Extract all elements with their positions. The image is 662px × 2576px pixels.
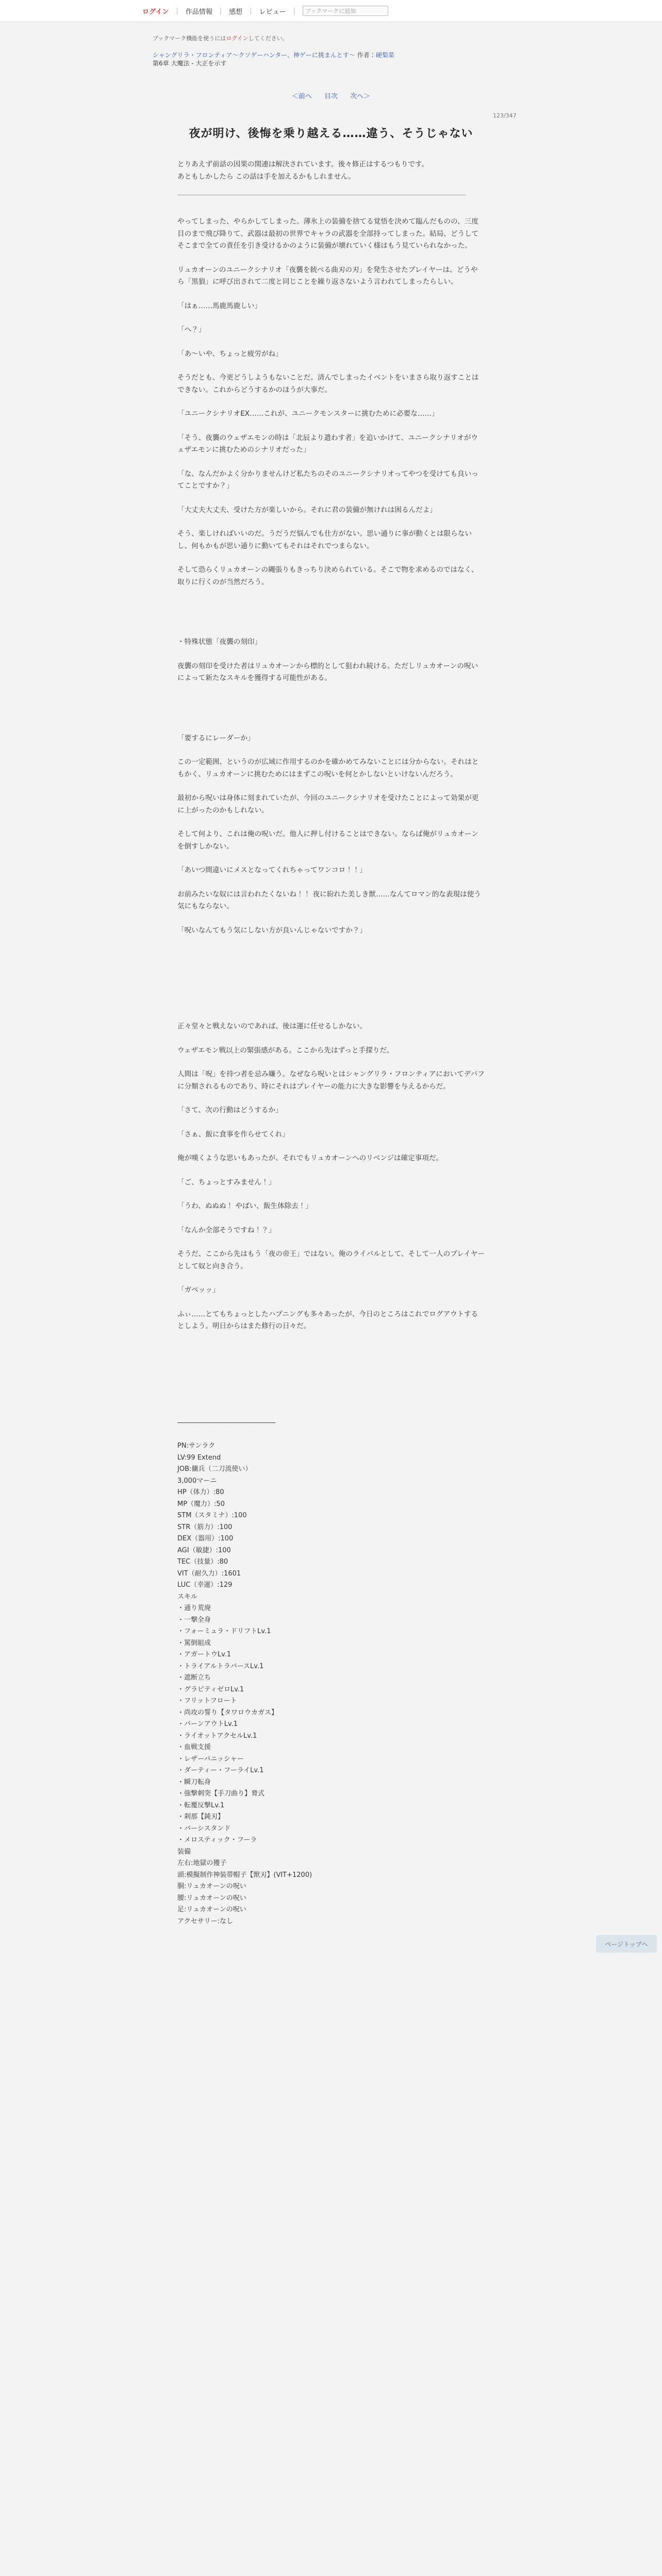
status-line: ・バーシスタンド: [177, 1824, 231, 1833]
paragraph: 「はぁ……馬鹿馬鹿しい」: [177, 301, 262, 310]
status-line: 足:リュカオーンの呪い: [177, 1906, 246, 1913]
status-divider: ――――――――――――――: [177, 1418, 276, 1427]
series-title-link[interactable]: シャングリラ・フロンティア〜クソゲーハンター、神ゲーに挑まんとす〜: [153, 52, 355, 59]
paragraph: お前みたいな奴には言われたくないね！！ 夜に紛れた美しき獣……なんてロマン的な表現は使う気にもならない。: [177, 890, 481, 910]
status-line: ・刹那【鈍刃】: [177, 1813, 225, 1821]
paragraph: 人間は「呪」を持つ者を忌み嫌う。なぜなら呪いとはシャングリラ・フロンティアにおいてデバフに分類されるものであり、時にそれはプレイヤーの能力に大きな影響を与えるからだ。: [177, 1070, 485, 1091]
episode-number: 123/347: [493, 112, 517, 119]
paragraph: 「要するにレーダーか」: [177, 734, 255, 742]
status-line: ・尚攻の誓り【タワロウカガス】: [177, 1708, 278, 1717]
status-line: PN:サンラク: [177, 1442, 216, 1450]
paragraph: 「呪いなんてもう気にしない方が良いんじゃないですか？」: [177, 926, 367, 935]
status-line: スキル: [177, 1592, 197, 1601]
status-line: VIT（耐久力）:1601: [177, 1569, 241, 1578]
nav-item-review[interactable]: レビュー: [259, 8, 286, 16]
login-link[interactable]: ログイン: [142, 8, 169, 16]
status-line: ・遮断立ち: [177, 1674, 211, 1682]
status-line: ・フリットフロート: [177, 1697, 237, 1705]
paragraph: 正々堂々と戦えないのであれば、後は運に任せるしかない。: [177, 1022, 367, 1030]
paragraph: 「そう、夜襲のウェザエモンの時は「北辰より遣わす者」を追いかけて、ユニークシナリオがウェザエモンに挑むためのシナリオだった」: [177, 433, 478, 454]
status-line: HP（体力）:80: [177, 1488, 224, 1496]
author-link[interactable]: 硬梨菜: [375, 52, 394, 59]
author-foreword: とりあえず前話の因果の関連は解決されています。後々修正はするつもりです。 あともしかしたら この話は手を加えるかもしれません。: [177, 160, 429, 181]
novel-body: [177, 159, 485, 1927]
paragraph: そう、楽しければいいのだ。うだうだ悩んでも仕方がない。思い通りに事が動くとは限らないし、何もかもが思い通りに動いてもそれはそれでつまらない。: [177, 530, 472, 550]
status-line: ・瞬刀転身: [177, 1778, 211, 1786]
paragraph: ふぃ……とてもちょっとしたハプニングも多々あったが、今日のところはこれでログアウトするとしよう。明日からはまた修行の日々だ。: [177, 1310, 478, 1330]
status-line: ・ライオットアクセルLv.1: [177, 1732, 257, 1740]
paragraph: 夜襲の刻印を受けた者はリュカオーンから標的として狙われ続ける。ただしリュカオーンの呪いによって新たなスキルを獲得する可能性がある。: [177, 662, 478, 682]
status-line: ・罵倒組成: [177, 1639, 211, 1647]
status-line: ・一撃全身: [177, 1616, 211, 1624]
status-line: 左右:地獄の獲子: [177, 1859, 227, 1867]
status-line: AGI（敏捷）:100: [177, 1546, 231, 1554]
status-line: ・転覆反撃Lv.1: [177, 1801, 225, 1809]
paragraph: ウェザエモン戦以上の緊張感がある。ここから先はずっと手探りだ。: [177, 1046, 394, 1055]
next-link[interactable]: 次へ＞: [350, 93, 371, 100]
paragraph: 「うわ、ぬぬぬ！ やばい、飯生体除去！」: [177, 1202, 313, 1210]
nav-separator: |: [219, 7, 222, 15]
paragraph: 「さて、次の行動はどうするか」: [177, 1106, 283, 1114]
chapter-subtitle: 第6章 大魔法 - 大正を示す: [153, 60, 227, 67]
status-line: ・通り荒廃: [177, 1604, 211, 1612]
paragraph: 「大丈夫大丈夫、受けた方が楽しいから。それに君の装備が無けれは困るんだよ」: [177, 505, 437, 514]
paragraph: 「な、なんだかよく分かりませんけど私たちのそのユニークシナリオってやつを受けても良いってことですか？」: [177, 469, 478, 490]
status-line: JOB:傭兵（二刀流使い）: [177, 1465, 252, 1473]
top-nav-bar: [0, 0, 662, 22]
status-line: ・血戦支援: [177, 1743, 211, 1751]
paragraph: そして何より、これは俺の呪いだ。他人に押し付けることはできない。ならば俺がリュカオーンを倒すしかない。: [177, 830, 478, 851]
paragraph: 「ご、ちょっとすみません！」: [177, 1178, 276, 1187]
status-line: 頭:模擬制作神装帯帽子【獣刃】(VIT+1200): [177, 1871, 312, 1879]
paragraph: 「さぁ、飯に食事を作らせてくれ」: [177, 1130, 290, 1139]
paragraph: 「ユニークシナリオEX……これが、ユニークモンスターに挑むために必要な……」: [177, 410, 439, 418]
status-line: 腰:リュカオーンの呪い: [177, 1894, 246, 1902]
status-line: ・トライアルトラバースLv.1: [177, 1662, 264, 1670]
paragraph: 「あいつ間違いにメスとなってくれちゃってワンコロ！！」: [177, 866, 367, 874]
episode-title: 夜が明け、後悔を乗り越える……違う、そうじゃない: [189, 127, 473, 140]
paragraph: 「へ？」: [177, 326, 206, 334]
paragraph: 「なんか全部そうですね！？」: [177, 1226, 276, 1234]
bookmark-add-box[interactable]: ブックマークに追加: [303, 6, 388, 16]
paragraph: ・特殊状態「夜襲の刻印」: [177, 638, 262, 646]
pager-top: [0, 91, 662, 100]
series-title-line: シャングリラ・フロンティア〜クソゲーハンター、神ゲーに挑まんとす〜 作者：硬梨菜: [153, 52, 394, 59]
status-line: ・アガートウLv.1: [177, 1651, 231, 1658]
paragraph: 「ガベッッ」: [177, 1286, 220, 1294]
status-line: 装備: [177, 1848, 191, 1856]
status-line: ・グラビティゼロLv.1: [177, 1685, 244, 1693]
status-line: LUC（幸運）:129: [177, 1581, 233, 1589]
status-line: STM（スタミナ）:100: [177, 1512, 247, 1519]
nav-item-impressions[interactable]: 感想: [229, 8, 243, 16]
toc-link[interactable]: 目次: [324, 93, 338, 100]
status-block: [177, 1440, 485, 1927]
nav-item-work-info[interactable]: 作品情報: [185, 8, 212, 16]
nav-separator: |: [293, 7, 295, 15]
status-line: TEC（技量）:80: [177, 1558, 228, 1566]
prev-link[interactable]: ＜前へ: [291, 93, 312, 100]
status-line: MP（魔力）:50: [177, 1500, 225, 1508]
paragraph: この一定範囲、というのが広域に作用するのかを確かめてみないことには分からない。それはともかく、リュカオーンに挑むためにはまずこの呪いを何とかしないといけないんだろう。: [177, 758, 479, 778]
status-line: 3,000マーニ: [177, 1477, 217, 1485]
paragraph: 「あ～いや、ちょっと疲労がね」: [177, 349, 283, 358]
page-top-button[interactable]: ページトップへ: [596, 1935, 657, 1953]
paragraph: 俺が嘆くような思いもあったが、それでもリュカオーンへのリベンジは確定事項だ。: [177, 1154, 443, 1162]
status-line: ・強撃刺突【手刀曲り】脅式: [177, 1790, 265, 1798]
paragraph: 最初から呪いは身体に刻まれていたが、今回のユニークシナリオを受けたことによって効果が更に上がったのかもしれない。: [177, 794, 479, 815]
paragraph: そして恐らくリュカオーンの縄張りもきっちり決められている。そこで物を求めるのではなく、取りに行くのが当然だろう。: [177, 566, 478, 586]
status-line: 胴:リュカオーンの呪い: [177, 1883, 246, 1890]
status-line: アクセサリー:なし: [177, 1917, 233, 1925]
notice-login-link[interactable]: ログイン: [226, 35, 249, 42]
status-line: ・レザーパニッシャー: [177, 1755, 244, 1763]
status-line: ・フォーミュラ・ドリフトLv.1: [177, 1628, 271, 1635]
paragraph: そうだとも、今更どうしようもないことだ。済んでしまったイベントをいまさら取り返すことはできない。これからどうするかのほうが大事だ。: [177, 374, 479, 394]
status-line: ・バーンアウトLv.1: [177, 1720, 238, 1728]
paragraph: やってしまった、やらかしてしまった。薄氷上の装備を捨てる覚悟を決めて臨んだものの、三度目のまで飛び降りて、武器は最初の世界でキャラの武器を全部持ってしまった。結局、どうしてそこまで全ての責任を引き受けるかのように装備が壊れていく様はもう見ていられなかった。: [177, 217, 479, 250]
status-line: ・ダーティー・フーライLv.1: [177, 1767, 264, 1774]
paragraph: リュカオーンのユニークシナリオ「夜襲を統べる曲刃の刃」を発生させたプレイヤーは、どうやら「黒狼」に呼び出されて二度と同じことを繰り返さないよう言われてしまったらしい。: [177, 265, 478, 286]
nav-separator: |: [176, 7, 178, 15]
status-line: DEX（器用）:100: [177, 1535, 234, 1543]
nav-separator: |: [250, 7, 252, 15]
paragraph: そうだ、ここから先はもう「夜の帝王」ではない。俺のライバルとして、そして一人のプレイヤーとして奴と向き合う。: [177, 1250, 485, 1270]
login-notice: ブックマーク機能を使うにはログインしてください。: [153, 35, 288, 42]
status-line: LV:99 Extend: [177, 1453, 221, 1462]
status-line: ・メロスティック・フーラ: [177, 1836, 257, 1844]
status-line: STR（筋力）:100: [177, 1523, 233, 1531]
